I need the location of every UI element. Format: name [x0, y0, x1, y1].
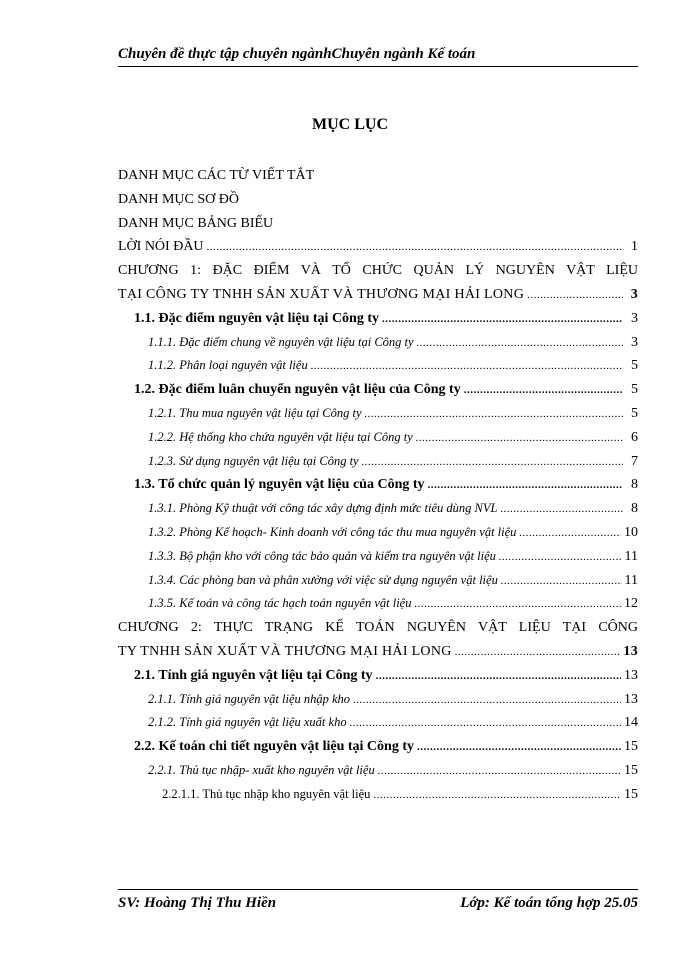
- page-number: 13: [624, 667, 638, 683]
- page-footer: [118, 889, 638, 912]
- dot-leader: [464, 379, 623, 403]
- toc-entry-diagrams[interactable]: DANH MỤC SƠ ĐỒ: [118, 191, 239, 207]
- page-number: 14: [624, 715, 638, 731]
- page-number: 3: [630, 286, 638, 302]
- toc-subsection-2-1-2[interactable]: 2.1.2. Tính giá nguyên vật liệu xuất kho ..... 14: [118, 711, 638, 735]
- toc-subsection-1-3-4[interactable]: 1.3.4. Các phòng ban và phân xưởng với việc sử dụng nguyên vật liệu ..... 11: [118, 569, 638, 593]
- toc-subsection-1-1-2[interactable]: 1.1.2. Phân loại nguyên vật liệu ..... 5: [118, 354, 638, 378]
- dot-leader: [378, 760, 621, 784]
- page-number: 11: [624, 572, 638, 588]
- toc-subsection-2-2-1[interactable]: 2.2.1. Thủ tục nhập- xuất kho nguyên vật liệu ..... 15: [118, 759, 638, 783]
- dot-leader: [416, 427, 623, 451]
- toc-subsection-1-3-1[interactable]: 1.3.1. Phòng Kỹ thuật với công tác xây dựng định mức tiêu dùng NVL ..... 8: [118, 497, 638, 521]
- dot-leader: [311, 355, 623, 379]
- toc-chapter-1-line-2[interactable]: TẠI CÔNG TY TNHH SẢN XUẤT VÀ THƯƠNG MẠI HẢI LONG ..... 3: [118, 283, 638, 307]
- dot-leader: [501, 570, 622, 594]
- dot-leader: [365, 403, 623, 427]
- dot-leader: [382, 308, 623, 332]
- dot-leader: [417, 332, 623, 356]
- toc-subsection-1-3-2[interactable]: 1.3.2. Phòng Kế hoạch- Kinh doanh với công tác thu mua nguyên vật liệu ..... 10: [118, 521, 638, 545]
- toc-subsection-1-2-2[interactable]: 1.2.2. Hệ thống kho chứa nguyên vật liệu tại Công ty ..... 6: [118, 426, 638, 450]
- page-number: 1: [631, 239, 638, 255]
- page-number: 13: [624, 691, 638, 707]
- dot-leader: [373, 784, 621, 808]
- toc-section-1-1[interactable]: 1.1. Đặc điểm nguyên vật liệu tại Công ty ..... 3: [118, 307, 638, 331]
- page-number: 3: [631, 310, 638, 326]
- toc-subsection-1-2-1[interactable]: 1.2.1. Thu mua nguyên vật liệu tại Công ty ..... 5: [118, 402, 638, 426]
- toc-subsection-1-3-3[interactable]: 1.3.3. Bộ phận kho với công tác bảo quản và kiểm tra nguyên vật liệu ..... 11: [118, 545, 638, 569]
- dot-leader: [417, 736, 621, 760]
- page-number: 5: [631, 382, 638, 398]
- toc-subsection-2-2-1-1[interactable]: 2.2.1.1. Thủ tục nhập kho nguyên vật liệu ..... 15: [118, 783, 638, 807]
- toc-section-2-2[interactable]: 2.2. Kế toán chi tiết nguyên vật liệu tại Công ty ..... 15: [118, 735, 638, 759]
- page-header: Chuyên đề thực tập chuyên ngànhChuyên ngành Kế toán: [118, 46, 638, 67]
- toc-title: MỤC LỤC: [312, 116, 388, 133]
- page-number: 8: [631, 501, 638, 517]
- toc-entry-preface[interactable]: LỜI NÓI ĐẦU ..... 1: [118, 235, 638, 259]
- page-number: 6: [631, 429, 638, 445]
- toc-chapter-2-line-2[interactable]: TY TNHH SẢN XUẤT VÀ THƯƠNG MẠI HẢI LONG ..... 13: [118, 640, 638, 664]
- page-number: 11: [624, 548, 638, 564]
- toc-chapter-1-line-1[interactable]: CHƯƠNG 1: ĐẶC ĐIỂM VÀ TỔ CHỨC QUẢN LÝ NGUYÊN VẬT LIỆU: [118, 263, 638, 279]
- page-number: 7: [631, 453, 638, 469]
- dot-leader: [428, 474, 623, 498]
- toc-subsection-2-1-1[interactable]: 2.1.1. Tính giá nguyên vật liệu nhập kho ..... 13: [118, 688, 638, 712]
- dot-leader: [414, 593, 621, 617]
- toc-subsection-1-1-1[interactable]: 1.1.1. Đặc điểm chung về nguyên vật liệu tại Công ty ..... 3: [118, 331, 638, 355]
- toc-chapter-2-line-1[interactable]: CHƯƠNG 2: THỰC TRẠNG KẾ TOÁN NGUYÊN VẬT LIỆU TẠI CÔNG: [118, 620, 638, 636]
- dot-leader: [376, 665, 621, 689]
- toc-section-1-2[interactable]: 1.2. Đặc điểm luân chuyển nguyên vật liệu của Công ty ..... 5: [118, 378, 638, 402]
- page-number: 10: [624, 524, 638, 540]
- toc-section-2-1[interactable]: 2.1. Tính giá nguyên vật liệu tại Công ty ..... 13: [118, 664, 638, 688]
- dot-leader: [499, 546, 622, 570]
- dot-leader: [350, 712, 621, 736]
- footer-class-name: Lớp: Kế toán tổng hợp 25.05: [460, 895, 638, 911]
- toc-subsection-1-3-5[interactable]: 1.3.5. Kế toán và công tác hạch toán nguyên vật liệu ..... 12: [118, 592, 638, 616]
- page-number: 3: [631, 334, 638, 350]
- toc-section-1-3[interactable]: 1.3. Tổ chức quản lý nguyên vật liệu của Công ty ..... 8: [118, 473, 638, 497]
- footer-student-name: SV: Hoàng Thị Thu Hiền: [118, 895, 277, 911]
- toc-entry-abbreviations[interactable]: DANH MỤC CÁC TỪ VIẾT TẮT: [118, 168, 315, 183]
- page-number: 15: [624, 786, 638, 802]
- dot-leader: [527, 284, 623, 308]
- page-number: 5: [631, 358, 638, 374]
- page-number: 5: [631, 405, 638, 421]
- dot-leader: [500, 498, 623, 522]
- dot-leader: [353, 689, 621, 713]
- toc-subsection-1-2-3[interactable]: 1.2.3. Sử dụng nguyên vật liệu tại Công ty ..... 7: [118, 450, 638, 474]
- toc-entry-tables[interactable]: DANH MỤC BẢNG BIỂU: [118, 215, 274, 231]
- page-number: 15: [624, 739, 638, 755]
- page-number: 8: [631, 477, 638, 493]
- dot-leader: [362, 451, 623, 475]
- table-of-contents: [118, 164, 638, 807]
- dot-leader: [519, 522, 621, 546]
- page-number: 15: [624, 762, 638, 778]
- page-number: 12: [624, 596, 638, 612]
- dot-leader: [207, 236, 623, 260]
- dot-leader: [455, 641, 621, 665]
- page-number: 13: [623, 643, 638, 659]
